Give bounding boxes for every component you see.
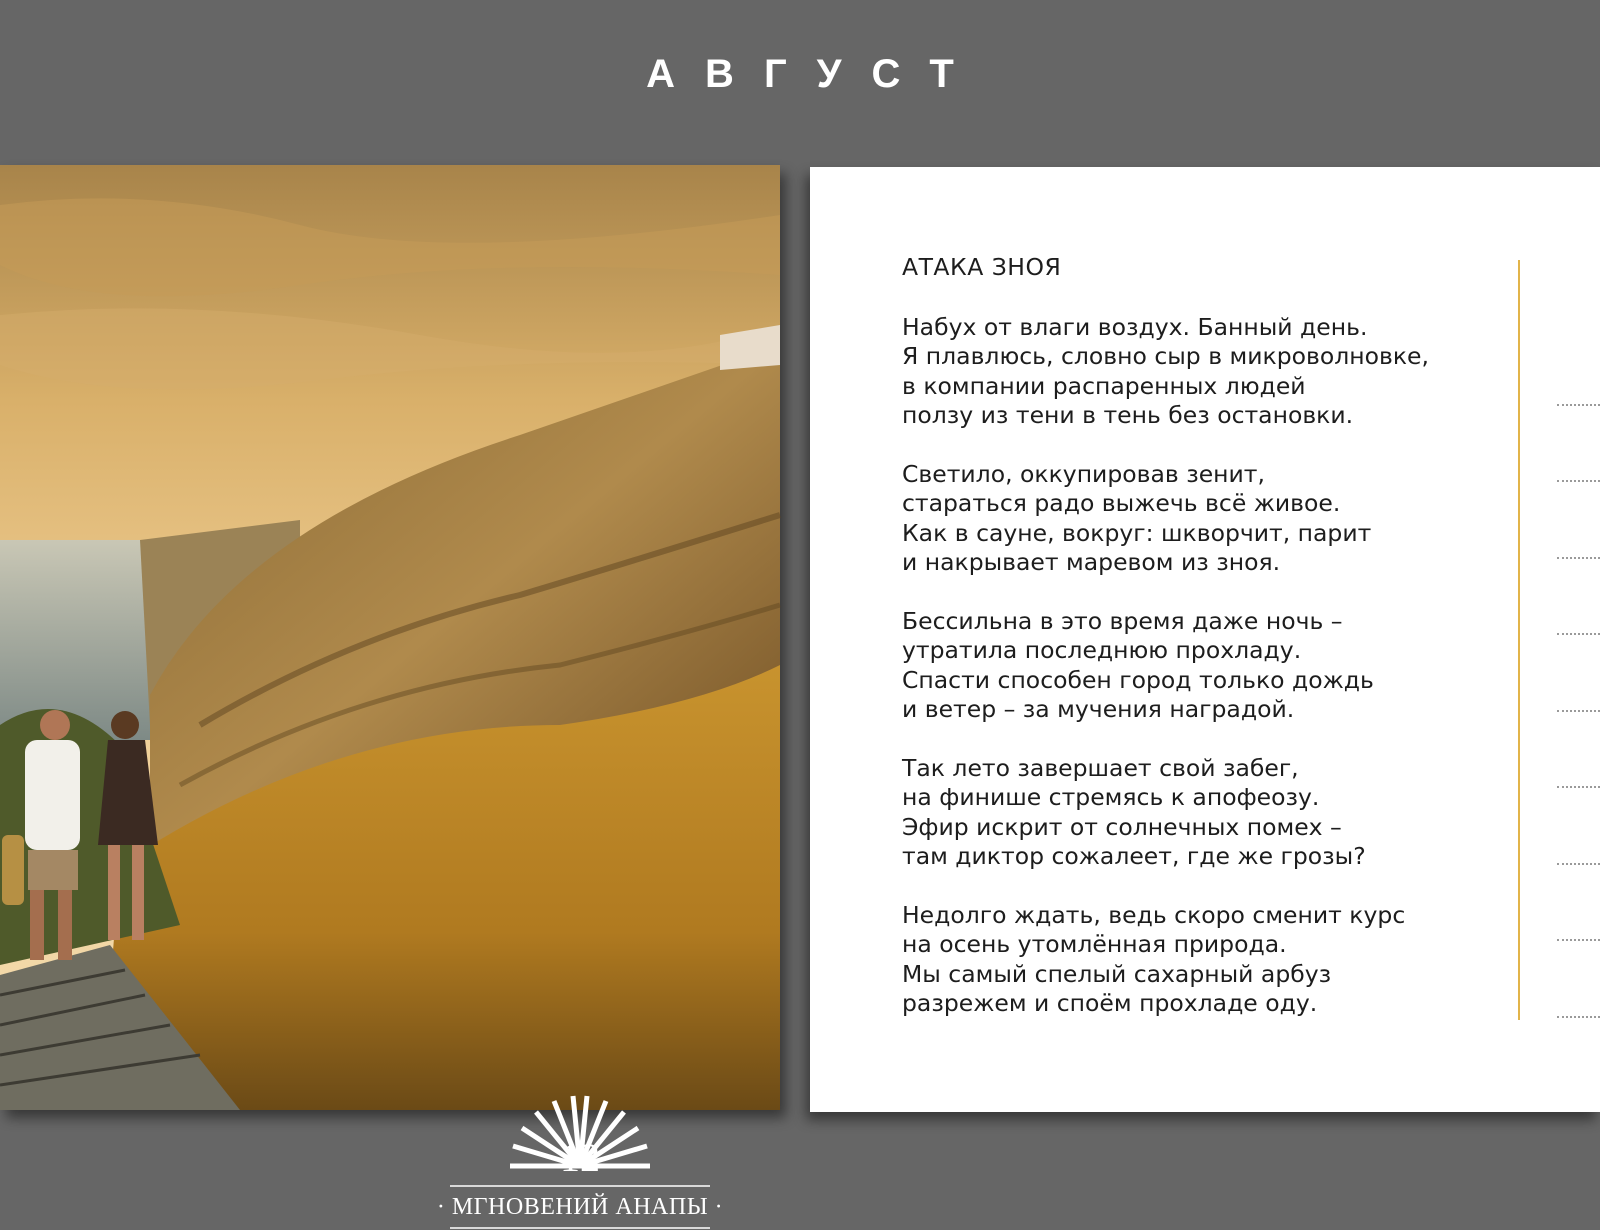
poem-line: в компании распаренных людей bbox=[902, 371, 1306, 400]
text-panel bbox=[810, 167, 1600, 1112]
poem-line: Я плавлюсь, словно сыр в микроволновке, bbox=[902, 342, 1429, 370]
poem-line: на осень утомлённая природа. bbox=[902, 930, 1287, 958]
notes-line bbox=[1557, 557, 1600, 559]
poem-title: АТАКА ЗНОЯ bbox=[902, 253, 1062, 281]
sunset-cliff-photo bbox=[0, 165, 780, 1110]
poem-line: стараться радо выжечь всё живое. bbox=[902, 489, 1341, 517]
month-title: АВГУСТ bbox=[646, 52, 984, 96]
poem-line: Бессильна в это время даже ночь – bbox=[902, 606, 1343, 635]
stanza bbox=[902, 607, 1502, 725]
gold-divider bbox=[1518, 260, 1520, 1020]
poem-line: там диктор сожалеет, где же грозы? bbox=[902, 842, 1366, 870]
poem-line: Эфир искрит от солнечных помех – bbox=[902, 812, 1342, 841]
poem-line: ползу из тени в тень без остановки. bbox=[902, 401, 1354, 429]
notes-line bbox=[1557, 404, 1600, 406]
photo-panel bbox=[0, 165, 780, 1220]
poem-line: и ветер – за мучения наградой. bbox=[902, 695, 1295, 723]
poem-line: на финише стремясь к апофеозу. bbox=[902, 783, 1320, 811]
logo-rule bbox=[430, 1184, 730, 1188]
notes-line bbox=[1557, 480, 1600, 482]
poem bbox=[902, 253, 1502, 1048]
poem-line: Светило, оккупировав зенит, bbox=[902, 459, 1265, 488]
notes-line bbox=[1557, 633, 1600, 635]
logo-caption: · МГНОВЕНИЙ АНАПЫ · bbox=[436, 1194, 724, 1220]
notes-line bbox=[1557, 863, 1600, 865]
poem-line: разрежем и споём прохладе оду. bbox=[902, 989, 1318, 1017]
poem-line: утратила последнюю прохладу. bbox=[902, 636, 1302, 664]
poem-line: Так лето завершает свой забег, bbox=[902, 753, 1299, 782]
notes-line bbox=[1557, 710, 1600, 712]
stanza bbox=[902, 901, 1502, 1019]
stanza bbox=[902, 754, 1502, 872]
notes-line bbox=[1557, 939, 1600, 941]
stanza bbox=[902, 313, 1502, 431]
poem-line: Недолго ждать, ведь скоро сменит курс bbox=[902, 900, 1406, 929]
logo-rule-bottom bbox=[430, 1226, 730, 1230]
poem-line: и накрывает маревом из зноя. bbox=[902, 548, 1281, 576]
poem-line: Как в сауне, вокруг: шкворчит, парит bbox=[902, 518, 1372, 547]
stanza bbox=[902, 460, 1502, 578]
poem-line: Мы самый спелый сахарный арбуз bbox=[902, 959, 1332, 988]
notes-line bbox=[1557, 1016, 1600, 1018]
poem-line: Спасти способен город только дождь bbox=[902, 665, 1374, 694]
logo-number: 12 bbox=[560, 1135, 600, 1180]
logo bbox=[430, 1090, 730, 1230]
notes-line bbox=[1557, 786, 1600, 788]
poem-line: Набух от влаги воздух. Банный день. bbox=[902, 312, 1368, 341]
